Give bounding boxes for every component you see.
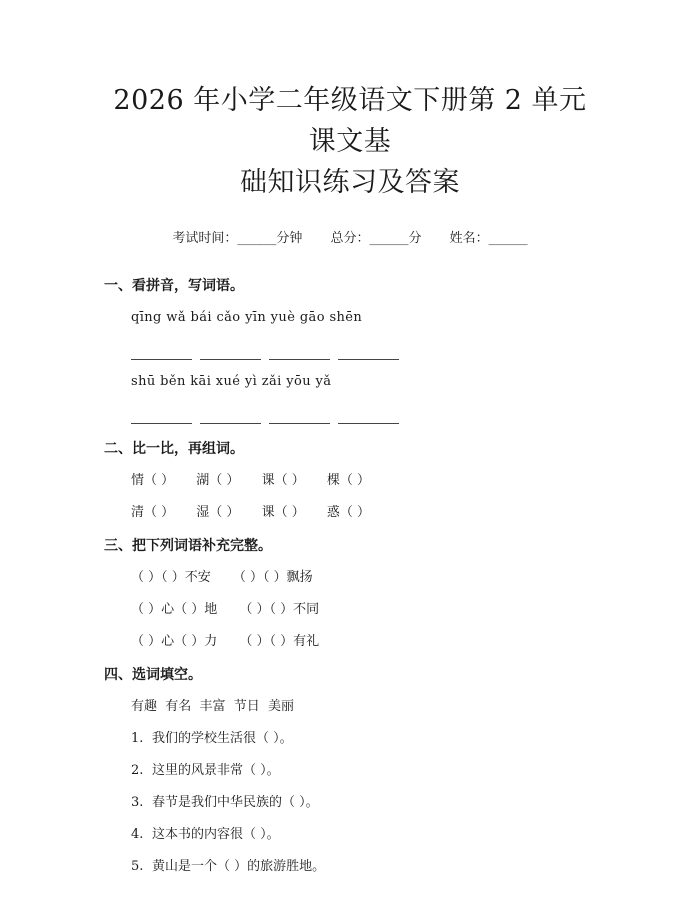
complete-item: （ ）（ ）有礼 — [239, 634, 320, 649]
complete-item: （ ）（ ）不安 — [131, 570, 211, 585]
question-text: 黄山是一个（ ）的旅游胜地。 — [152, 859, 326, 874]
question-text: 春节是我们中华民族的（ ）。 — [152, 795, 319, 810]
title-line-2: 础知识练习及答案 — [240, 167, 460, 198]
compare-item: 惑（ ） — [326, 505, 370, 520]
page-title — [104, 0, 596, 203]
fill-question — [131, 825, 596, 845]
fill-question — [131, 793, 596, 813]
section-4-title: 四、选词填空。 — [104, 667, 202, 683]
answer-blanks-2 — [131, 404, 596, 424]
complete-item: （ ）（ ）飘扬 — [232, 570, 313, 585]
section-3 — [104, 536, 596, 652]
exam-time: 考试时间：______分钟 — [172, 231, 303, 246]
pinyin-row-1: qīng wǎ bái cǎo yīn yuè gāo shēn — [131, 310, 363, 325]
question-number: 2. — [131, 763, 144, 778]
section-2 — [104, 439, 596, 523]
compare-item: 课（ ） — [261, 473, 305, 488]
student-name: 姓名：______ — [449, 231, 528, 246]
compare-row-2 — [131, 503, 596, 523]
compare-item: 湖（ ） — [196, 473, 240, 488]
section-4 — [104, 665, 596, 877]
fill-question — [131, 857, 596, 877]
answer-blanks-1 — [131, 340, 596, 360]
answer-blank[interactable] — [338, 422, 399, 424]
complete-row-1 — [131, 568, 596, 588]
fill-question — [131, 729, 596, 749]
complete-row-3 — [131, 632, 596, 652]
complete-item: （ ）心（ ）地 — [131, 602, 218, 617]
answer-blank[interactable] — [269, 422, 330, 424]
question-number: 1. — [131, 731, 144, 746]
section-1-title: 一、看拼音，写词语。 — [104, 278, 244, 294]
section-2-title: 二、比一比，再组词。 — [104, 441, 244, 457]
answer-blank[interactable] — [131, 358, 192, 360]
compare-item: 情（ ） — [131, 473, 175, 488]
answer-blank[interactable] — [338, 358, 399, 360]
section-3-title: 三、把下列词语补充完整。 — [104, 538, 272, 554]
answer-blank[interactable] — [200, 422, 261, 424]
fill-question — [131, 761, 596, 781]
question-number: 4. — [131, 827, 144, 842]
total-score: 总分：______分 — [330, 231, 422, 246]
answer-blank[interactable] — [131, 422, 192, 424]
question-number: 5. — [131, 859, 144, 874]
compare-row-1 — [131, 471, 596, 491]
complete-row-2 — [131, 600, 596, 620]
complete-item: （ ）心（ ）力 — [131, 634, 218, 649]
exam-meta — [104, 229, 596, 249]
compare-item: 清（ ） — [131, 505, 175, 520]
question-text: 这本书的内容很（ ）。 — [152, 827, 280, 842]
compare-item: 湿（ ） — [196, 505, 240, 520]
question-number: 3. — [131, 795, 144, 810]
compare-item: 课（ ） — [261, 505, 305, 520]
answer-blank[interactable] — [269, 358, 330, 360]
pinyin-row-2: shū běn kāi xué yì zǎi yōu yǎ — [131, 374, 332, 389]
answer-blank[interactable] — [200, 358, 261, 360]
compare-item: 棵（ ） — [326, 473, 370, 488]
question-text: 这里的风景非常（ ）。 — [152, 763, 280, 778]
section-1 — [104, 276, 596, 424]
word-bank: 有趣 有名 丰富 节日 美丽 — [131, 699, 295, 714]
complete-item: （ ）（ ）不同 — [239, 602, 320, 617]
title-line-1: 2026 年小学二年级语文下册第 2 单元课文基 — [113, 85, 587, 157]
question-text: 我们的学校生活很（ ）。 — [152, 731, 293, 746]
